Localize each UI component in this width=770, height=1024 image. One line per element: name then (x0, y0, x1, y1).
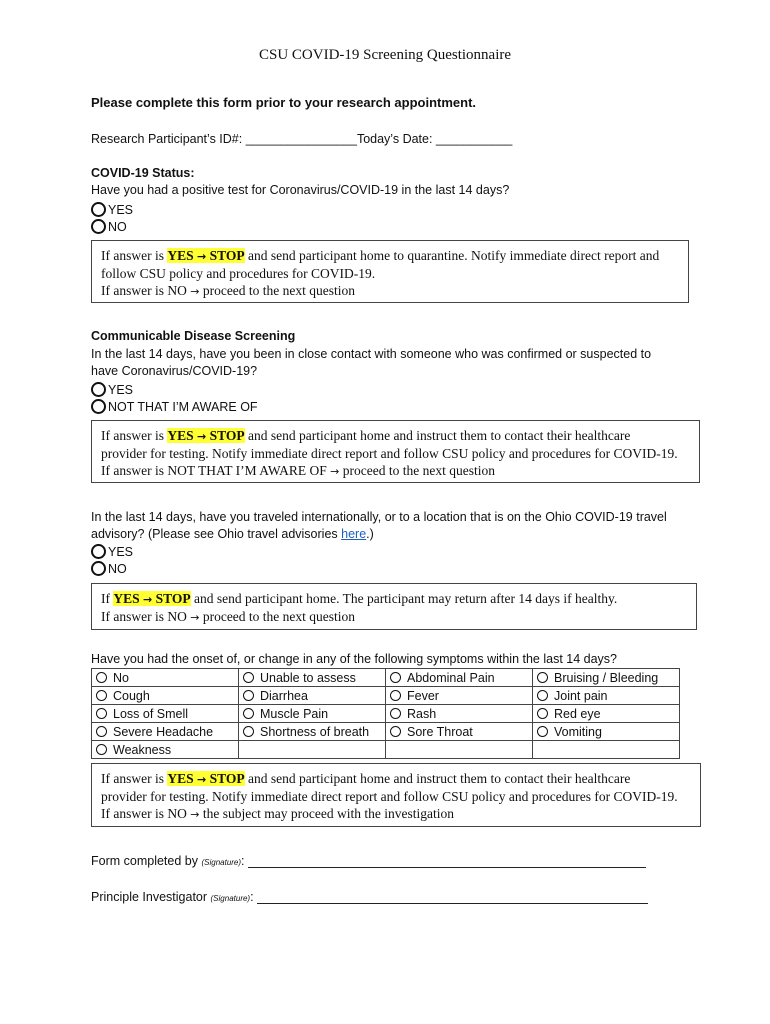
travel-question (91, 509, 667, 543)
box-text: and send participant home and instruct them to contact their healthcare (247, 428, 631, 443)
symptoms-table (91, 668, 680, 759)
symptom-label: Rash (407, 706, 437, 721)
radio-option-yes[interactable] (91, 381, 258, 398)
arrow-icon: → (197, 430, 207, 443)
box-text: If answer is (101, 248, 164, 263)
yes-highlight: YES (167, 428, 194, 443)
travel-options (91, 543, 133, 577)
symptom-cell (386, 741, 533, 759)
signature-note: (Signature) (210, 894, 251, 903)
symptom-label: Unable to assess (260, 670, 356, 685)
symptom-label: Abdominal Pain (407, 670, 495, 685)
option-label: NO (108, 219, 127, 234)
box-text: the subject may proceed with the investigation (202, 806, 455, 821)
symptom-row (92, 669, 680, 687)
radio-circle-icon[interactable] (91, 382, 106, 397)
radio-circle-icon[interactable] (537, 672, 548, 683)
covid-status-heading: COVID-19 Status: (91, 166, 195, 180)
stop-highlight: STOP (209, 771, 245, 786)
form-completed-signature-field[interactable] (248, 855, 646, 868)
box-text: If answer is (101, 771, 164, 786)
pi-signature-field[interactable] (257, 891, 648, 904)
communicable-options (91, 381, 258, 415)
radio-option-yes[interactable] (91, 543, 133, 560)
radio-circle-icon[interactable] (243, 708, 254, 719)
arrow-icon: → (330, 465, 340, 478)
symptom-label: Shortness of breath (260, 724, 370, 739)
symptom-cell (533, 741, 680, 759)
option-label: NO (108, 561, 127, 576)
radio-circle-icon[interactable] (537, 708, 548, 719)
radio-circle-icon[interactable] (243, 690, 254, 701)
symptom-cell[interactable] (533, 687, 680, 705)
signature-label: Form completed by (91, 854, 198, 868)
box-text: If (101, 591, 110, 606)
symptom-label: No (113, 670, 129, 685)
radio-option-not-aware[interactable] (91, 398, 258, 415)
radio-circle-icon[interactable] (96, 708, 107, 719)
pi-signature-line: Principle Investigator (Signature): (91, 890, 648, 904)
box-text: If answer is NOT THAT I’M AWARE OF (101, 463, 327, 478)
page-title: CSU COVID-19 Screening Questionnaire (258, 47, 512, 63)
date-field[interactable]: Today’s Date: ___________ (356, 132, 513, 146)
box-text: proceed to the next question (342, 463, 495, 478)
symptom-label: Fever (407, 688, 439, 703)
radio-option-yes[interactable] (91, 201, 133, 218)
radio-circle-icon[interactable] (390, 726, 401, 737)
yes-highlight: YES (113, 591, 140, 606)
radio-circle-icon[interactable] (390, 672, 401, 683)
arrow-icon: → (190, 808, 200, 821)
arrow-icon: → (190, 285, 200, 298)
arrow-icon: → (190, 611, 200, 624)
symptom-label: Muscle Pain (260, 706, 329, 721)
radio-circle-icon[interactable] (243, 726, 254, 737)
question-line: In the last 14 days, have you been in close contact with someone who was confirmed or suspected to (91, 347, 652, 361)
question-line: have Coronavirus/COVID-19? (91, 364, 258, 378)
radio-circle-icon[interactable] (91, 202, 106, 217)
symptom-label: Cough (113, 688, 150, 703)
symptom-cell[interactable] (386, 705, 533, 723)
symptom-row (92, 723, 680, 741)
option-label: YES (108, 544, 134, 559)
symptom-cell[interactable] (386, 723, 533, 741)
yes-highlight: YES (167, 248, 194, 263)
symptom-label: Diarrhea (260, 688, 308, 703)
box-text: provider for testing. Notify immediate direct report and follow CSU policy and procedures for COVID-19. (101, 789, 678, 804)
box-text: If answer is NO (101, 609, 187, 624)
question-line: .) (366, 527, 374, 541)
symptom-row (92, 705, 680, 723)
radio-circle-icon[interactable] (96, 726, 107, 737)
stop-highlight: STOP (209, 248, 245, 263)
symptom-cell[interactable] (533, 723, 680, 741)
travel-advisory-link[interactable]: here (341, 527, 367, 541)
arrow-icon: → (197, 773, 207, 786)
communicable-question (91, 346, 651, 380)
box-text: If answer is NO (101, 283, 187, 298)
participant-id-field[interactable]: Research Participant’s ID#: ________________ (91, 132, 357, 146)
communicable-instruction-box (91, 420, 700, 483)
symptom-label: Loss of Smell (113, 706, 189, 721)
symptom-label: Vomiting (554, 724, 602, 739)
box-text: provider for testing. Notify immediate direct report and follow CSU policy and procedures for COVID-19. (101, 446, 678, 461)
symptom-cell[interactable] (239, 705, 386, 723)
symptom-cell[interactable] (239, 723, 386, 741)
symptom-cell[interactable] (92, 705, 239, 723)
symptom-cell[interactable] (533, 669, 680, 687)
yes-highlight: YES (167, 771, 194, 786)
radio-circle-icon[interactable] (243, 672, 254, 683)
box-text: If answer is NO (101, 806, 187, 821)
instruction-text: Please complete this form prior to your research appointment. (91, 95, 477, 110)
box-text: and send participant home to quarantine. Notify immediate direct report and (247, 248, 660, 263)
symptom-label: Joint pain (554, 688, 608, 703)
signature-note: (Signature) (201, 858, 242, 867)
symptom-cell[interactable] (239, 687, 386, 705)
radio-circle-icon[interactable] (91, 544, 106, 559)
option-label: NOT THAT I’M AWARE OF (108, 399, 258, 414)
symptom-row (92, 687, 680, 705)
symptoms-question: Have you had the onset of, or change in any of the following symptoms within the last 14 days? (91, 652, 618, 666)
radio-circle-icon[interactable] (91, 561, 106, 576)
radio-circle-icon[interactable] (390, 690, 401, 701)
symptom-cell[interactable] (386, 687, 533, 705)
communicable-heading: Communicable Disease Screening (91, 329, 296, 343)
box-text: and send participant home and instruct them to contact their healthcare (247, 771, 631, 786)
symptom-label: Sore Throat (407, 724, 473, 739)
symptoms-instruction-box (91, 763, 701, 827)
radio-circle-icon[interactable] (91, 219, 106, 234)
question-line: advisory? (Please see Ohio travel advisories (91, 527, 342, 541)
symptom-cell[interactable] (92, 741, 239, 759)
radio-circle-icon[interactable] (91, 399, 106, 414)
travel-instruction-box (91, 583, 697, 630)
radio-circle-icon[interactable] (96, 690, 107, 701)
box-text: If answer is (101, 428, 164, 443)
symptom-cell[interactable] (386, 669, 533, 687)
box-text: proceed to the next question (202, 609, 356, 624)
radio-option-no[interactable] (91, 560, 133, 577)
covid-status-options (91, 201, 133, 235)
symptom-cell[interactable] (239, 669, 386, 687)
radio-circle-icon[interactable] (96, 672, 107, 683)
symptom-label: Severe Headache (113, 724, 214, 739)
signature-label: Principle Investigator (91, 890, 208, 904)
symptom-label: Bruising / Bleeding (554, 670, 659, 685)
symptom-label: Red eye (554, 706, 601, 721)
symptom-label: Weakness (113, 742, 172, 757)
symptom-cell[interactable] (533, 705, 680, 723)
symptom-cell (239, 741, 386, 759)
covid-status-instruction-box (91, 240, 689, 303)
box-text: proceed to the next question (202, 283, 356, 298)
question-line: In the last 14 days, have you traveled internationally, or to a location that is on the Ohio COVID-19 travel (91, 510, 667, 524)
option-label: YES (108, 202, 134, 217)
form-completed-line: Form completed by (Signature): (91, 854, 646, 868)
box-text: follow CSU policy and procedures for COVID-19. (101, 266, 376, 281)
covid-status-question: Have you had a positive test for Coronavirus/COVID-19 in the last 14 days? (91, 183, 510, 197)
symptom-cell[interactable] (92, 723, 239, 741)
id-date-line (91, 132, 512, 146)
radio-circle-icon[interactable] (390, 708, 401, 719)
arrow-icon: → (197, 250, 207, 263)
box-text: and send participant home. The participant may return after 14 days if healthy. (194, 591, 618, 606)
stop-highlight: STOP (209, 428, 245, 443)
arrow-icon: → (143, 593, 153, 606)
option-label: YES (108, 382, 134, 397)
symptom-row (92, 741, 680, 759)
symptom-cell[interactable] (92, 669, 239, 687)
radio-circle-icon[interactable] (96, 744, 107, 755)
radio-circle-icon[interactable] (537, 726, 548, 737)
radio-option-no[interactable] (91, 218, 133, 235)
symptom-cell[interactable] (92, 687, 239, 705)
radio-circle-icon[interactable] (537, 690, 548, 701)
stop-highlight: STOP (155, 591, 191, 606)
